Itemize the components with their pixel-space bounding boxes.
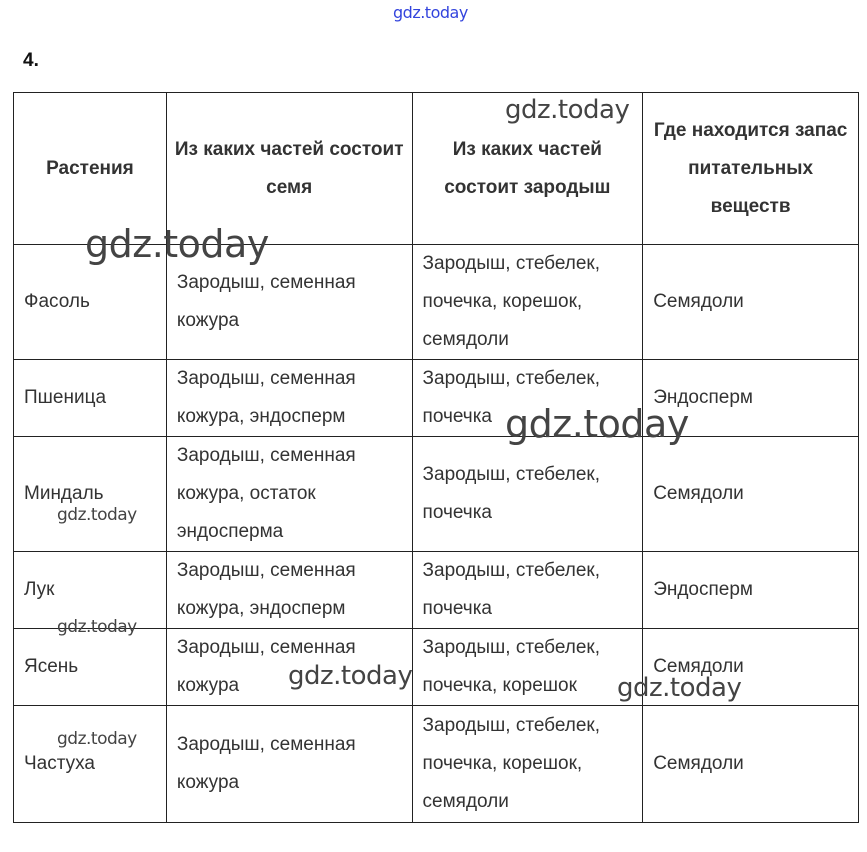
seed-parts: Зародыш, семенная кожура, остаток эндосперма <box>166 437 412 552</box>
header-cell: Растения <box>14 93 167 245</box>
embryo-parts: Зародыш, стебелек, почечка, корешок <box>412 629 643 706</box>
plant-name: Лук <box>14 552 167 629</box>
plant-name: Миндаль <box>14 437 167 552</box>
watermark: gdz.today <box>57 729 137 749</box>
nutrient-storage: Семядоли <box>643 629 859 706</box>
header-cell: Из каких частей состоит зародыш <box>412 93 643 245</box>
nutrient-storage: Семядоли <box>643 706 859 823</box>
watermark: gdz.today <box>57 505 137 525</box>
table-row <box>14 552 859 629</box>
plant-name: Пшеница <box>14 360 167 437</box>
nutrient-storage: Семядоли <box>643 437 859 552</box>
seed-parts: Зародыш, семенная кожура <box>166 706 412 823</box>
table-row <box>14 360 859 437</box>
watermark: gdz.today <box>393 3 468 22</box>
table-row <box>14 437 859 552</box>
nutrient-storage: Эндосперм <box>643 360 859 437</box>
nutrient-storage: Семядоли <box>643 245 859 360</box>
seed-parts: Зародыш, семенная кожура, эндосперм <box>166 360 412 437</box>
nutrient-storage: Эндосперм <box>643 552 859 629</box>
watermark: gdz.today <box>505 95 630 125</box>
plant-name: Частуха <box>14 706 167 823</box>
watermark: gdz.today <box>617 673 742 703</box>
embryo-parts: Зародыш, стебелек, почечка <box>412 437 643 552</box>
embryo-parts: Зародыш, стебелек, почечка, корешок, семядоли <box>412 245 643 360</box>
watermark: gdz.today <box>85 222 269 266</box>
task-number: 4. <box>23 50 39 71</box>
seed-parts: Зародыш, семенная кожура <box>166 629 412 706</box>
watermark: gdz.today <box>57 617 137 637</box>
plant-name: Фасоль <box>14 245 167 360</box>
watermark: gdz.today <box>288 661 413 691</box>
embryo-parts: Зародыш, стебелек, почечка <box>412 552 643 629</box>
header-cell: Из каких частей состоит семя <box>166 93 412 245</box>
watermark: gdz.today <box>505 402 689 446</box>
seed-parts: Зародыш, семенная кожура <box>166 245 412 360</box>
header-cell: Где находится запас питательных веществ <box>643 93 859 245</box>
table-row <box>14 706 859 823</box>
seed-parts: Зародыш, семенная кожура, эндосперм <box>166 552 412 629</box>
plant-name: Ясень <box>14 629 167 706</box>
embryo-parts: Зародыш, стебелек, почечка, корешок, семядоли <box>412 706 643 823</box>
seeds-table <box>13 92 859 823</box>
embryo-parts: Зародыш, стебелек, почечка <box>412 360 643 437</box>
